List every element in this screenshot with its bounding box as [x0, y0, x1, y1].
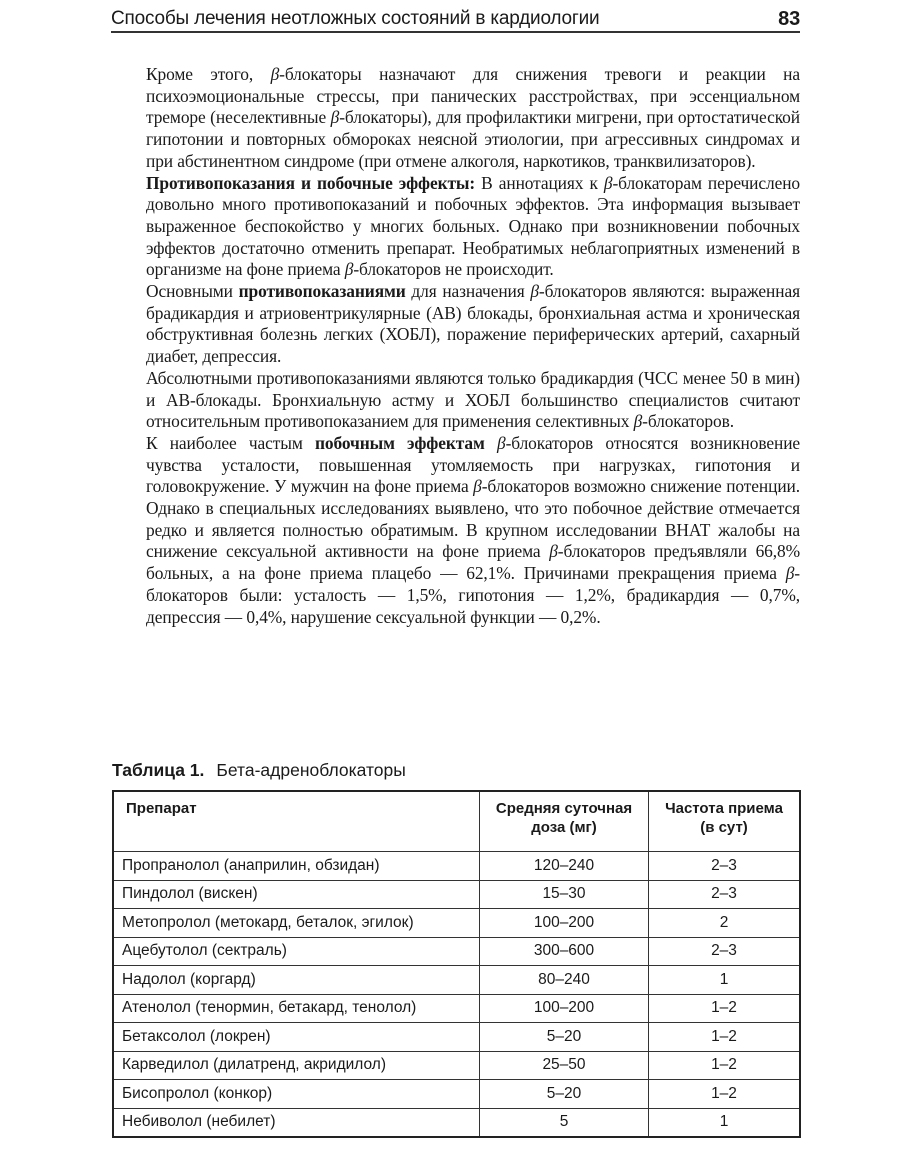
text-run: Кроме этого, [146, 64, 271, 84]
drug-name: Атенолол (тенормин, бетакард, тенолол) [113, 994, 480, 1023]
drug-name: Карведилол (дилатренд, акридилол) [113, 1051, 480, 1080]
table-row [113, 1080, 800, 1109]
beta-symbol: β [497, 432, 506, 453]
table-row [113, 1051, 800, 1080]
daily-dose: 80–240 [480, 966, 649, 995]
beta-symbol: β [344, 259, 354, 280]
running-title: Способы лечения неотложных состояний в кардиологии [111, 8, 600, 29]
table-number: Таблица 1. [112, 760, 205, 780]
table-row [113, 909, 800, 938]
daily-dose: 5 [480, 1108, 649, 1137]
beta-symbol: β [633, 411, 643, 432]
frequency: 1–2 [649, 1051, 801, 1080]
beta-symbol: β [785, 563, 795, 584]
beta-symbol: β [603, 172, 613, 193]
drug-name: Пиндолол (вискен) [113, 880, 480, 909]
frequency: 1 [649, 1108, 801, 1137]
text-run: -блокаторы), для профилактики мигрени, при ортостатической гипотонии и повторных обмороках неясной этиологии, при агрессивных синдромах и при абстинентном синдроме (при отмене алкоголя, наркотиков, транквилизаторов). [146, 107, 800, 171]
daily-dose: 5–20 [480, 1080, 649, 1109]
beta-symbol: β [530, 281, 539, 302]
page-number: 83 [778, 8, 800, 30]
table-row [113, 1023, 800, 1052]
table-row [113, 966, 800, 995]
text-run: -блокаторов являются: выраженная брадикардия и атриовентрикулярные (АВ) блокады, бронхиальная астма и хроническая обструктивная болезнь легких (ХОБЛ), поражение периферических артерий, сахарный диабет, депрессия. [146, 281, 800, 367]
text-run: -блокаторов предъявляли 66,8% больных, а на фоне приема плацебо — 62,1%. Причинами прекращения приема [146, 541, 800, 584]
drug-name: Метопролол (метокард, беталок, эгилок) [113, 909, 480, 938]
table-row [113, 852, 800, 881]
text-run: для назначения [405, 281, 531, 302]
frequency: 2–3 [649, 880, 801, 909]
text-run [485, 433, 497, 453]
text-run: -блокаторов возможно снижение потенции. Однако в специальных исследованиях выявлено, что это побочное действие отмечается редко и является полностью обратимым. В крупном исследовании ВНАТ жалобы на снижение сексуальной активности на фоне приема [146, 476, 800, 562]
drug-name: Бисопролол (конкор) [113, 1080, 480, 1109]
frequency: 1–2 [649, 994, 801, 1023]
frequency: 2 [649, 909, 801, 938]
text-run: -блокаторов относятся возникновение чувства усталости, повышенная утомляемость при нагрузках, гипотония и головокружение. У мужчин на фоне приема [146, 432, 801, 497]
table-row [113, 937, 800, 966]
frequency: 1–2 [649, 1023, 801, 1052]
drug-name: Надолол (коргард) [113, 966, 480, 995]
body-text [146, 64, 800, 628]
drug-name: Пропранолол (анаприлин, обзидан) [113, 852, 480, 881]
text-run: -блокаторов не происходит. [353, 259, 554, 280]
table-header-row [113, 791, 800, 852]
beta-blockers-table [112, 790, 801, 1138]
drug-name: Бетаксолол (локрен) [113, 1023, 480, 1052]
text-run: К наиболее частым [146, 432, 315, 453]
paragraph-main-contraindications [146, 281, 800, 368]
paragraph-absolute-contraindications [146, 368, 800, 433]
daily-dose: 100–200 [480, 994, 649, 1023]
column-header-drug: Препарат [113, 791, 480, 852]
paragraph-contraindications-intro [146, 173, 800, 282]
bold-term: побочным эффектам [314, 432, 485, 453]
frequency: 1 [649, 966, 801, 995]
running-header [111, 4, 800, 33]
text-run: В аннотациях к [475, 172, 604, 193]
table-row [113, 1108, 800, 1137]
table-row [113, 880, 800, 909]
daily-dose: 300–600 [480, 937, 649, 966]
text-run: -блокаторы назначают для снижения тревоги и реакции на психоэмоциональные стрессы, при панических расстройствах, при эссенциальном треморе (неселективные [146, 64, 800, 128]
daily-dose: 120–240 [480, 852, 649, 881]
paragraph-side-effects [146, 433, 800, 628]
column-header-daily-dose: Средняя суточная доза (мг) [480, 791, 649, 852]
daily-dose: 15–30 [480, 880, 649, 909]
text-run: -блокаторам перечислено довольно много противопоказаний и побочных эффектов. Эта информация вызывает выраженное беспокойство у многих больных. Однако при возникновении побочных эффектов достаточно отменить препарат. Необратимых неблагоприятных изменений в организме на фоне приема [146, 172, 801, 280]
beta-symbol: β [270, 64, 280, 84]
section-heading-inline: Противопоказания и побочные эффекты: [146, 172, 476, 193]
beta-symbol: β [473, 476, 482, 497]
text-run: -блокаторов. [642, 411, 734, 432]
frequency: 2–3 [649, 937, 801, 966]
table-row [113, 994, 800, 1023]
paragraph-indications [146, 64, 800, 173]
text-run: Основными [146, 281, 239, 302]
daily-dose: 5–20 [480, 1023, 649, 1052]
daily-dose: 100–200 [480, 909, 649, 938]
table-caption [112, 760, 406, 781]
beta-symbol: β [330, 107, 340, 128]
beta-symbol: β [549, 541, 558, 562]
bold-term: противопоказаниями [238, 281, 406, 302]
drug-name: Небиволол (небилет) [113, 1108, 480, 1137]
column-header-frequency: Частота приема (в сут) [649, 791, 801, 852]
frequency: 2–3 [649, 852, 801, 881]
text-run: Абсолютными противопоказаниями являются только брадикардия (ЧСС менее 50 в мин) и АВ-блокады. Бронхиальную астму и ХОБЛ большинство специалистов считают относительным противопоказанием для применения селективных [146, 367, 800, 432]
table-title: Бета-адреноблокаторы [216, 760, 406, 780]
text-run: -блокаторов были: усталость — 1,5%, гипотония — 1,2%, брадикардия — 0,7%, депрессия — 0,4%, нарушение сексуальной функции — 0,2%. [146, 563, 800, 627]
daily-dose: 25–50 [480, 1051, 649, 1080]
drug-name: Ацебутолол (сектраль) [113, 937, 480, 966]
frequency: 1–2 [649, 1080, 801, 1109]
